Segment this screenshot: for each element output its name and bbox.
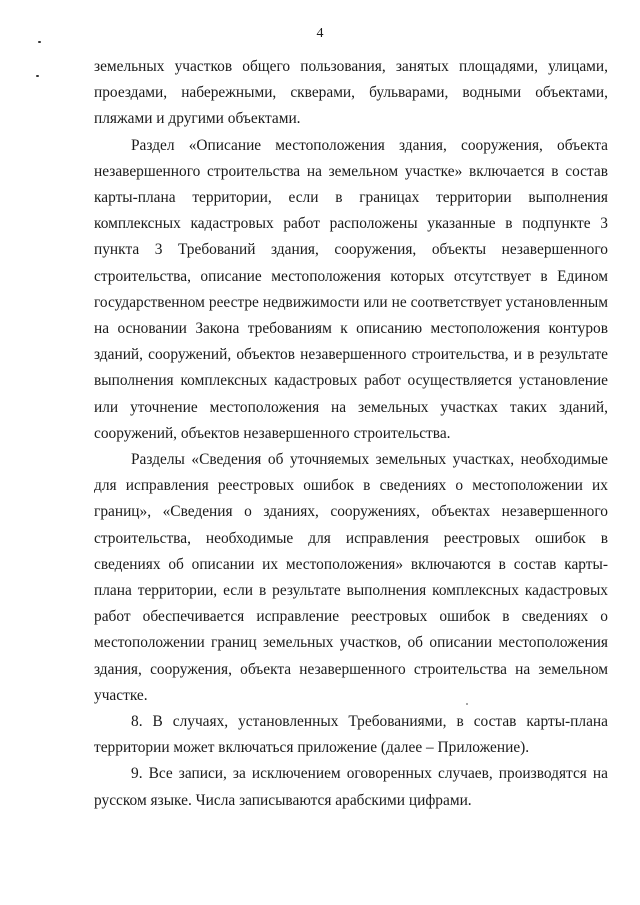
paragraph-item-8: 8. В случаях, установленных Требованиями, в состав карты-плана территории может включаться приложение (далее – Приложение). (94, 713, 608, 757)
paragraph-sections-corrections: Разделы «Сведения об уточняемых земельных участках, необходимые для исправления реестровых ошибок в сведениях о местоположении их границ», «Сведения о зданиях, сооружениях, объектах незавершенного строительства, необходимые для исправления реестровых ошибок в сведениях об описании их местоположения» включаются в состав карты-плана территории, если в результате выполнения комплексных кадастровых работ обеспечивается исправление реестровых ошибок в сведениях о местоположении границ земельных участков, об описании местоположения здания, сооружения, объекта незавершенного строительства на земельном участке. (94, 451, 608, 704)
scan-speck (36, 75, 39, 77)
document-body (94, 54, 608, 814)
paragraph-item-9: 9. Все записи, за исключением оговоренных случаев, производятся на русском языке. Числа записываются арабскими цифрами. (94, 765, 608, 809)
paragraph-continuation: земельных участков общего пользования, занятых площадями, улицами, проездами, набережными, скверами, бульварами, водными объектами, пляжами и другими объектами. (94, 58, 608, 128)
page-number: 4 (316, 26, 324, 41)
paragraph-section-location: Раздел «Описание местоположения здания, сооружения, объекта незавершенного строительства на земельном участке» включается в состав карты-плана территории, если в границах территории выполнения комплексных кадастровых работ расположены указанные в подпункте 3 пункта 3 Требований здания, сооружения, объекты незавершенного строительства, описание местоположения которых отсутствует в Едином государственном реестре недвижимости или не соответствует установленным на основании Закона требованиям к описанию местоположения контуров зданий, сооружений, объектов незавершенного строительства, и в результате выполнения комплексных кадастровых работ осуществляется установление или уточнение местоположения на земельных участках таких зданий, сооружений, объектов незавершенного строительства. (94, 136, 608, 442)
